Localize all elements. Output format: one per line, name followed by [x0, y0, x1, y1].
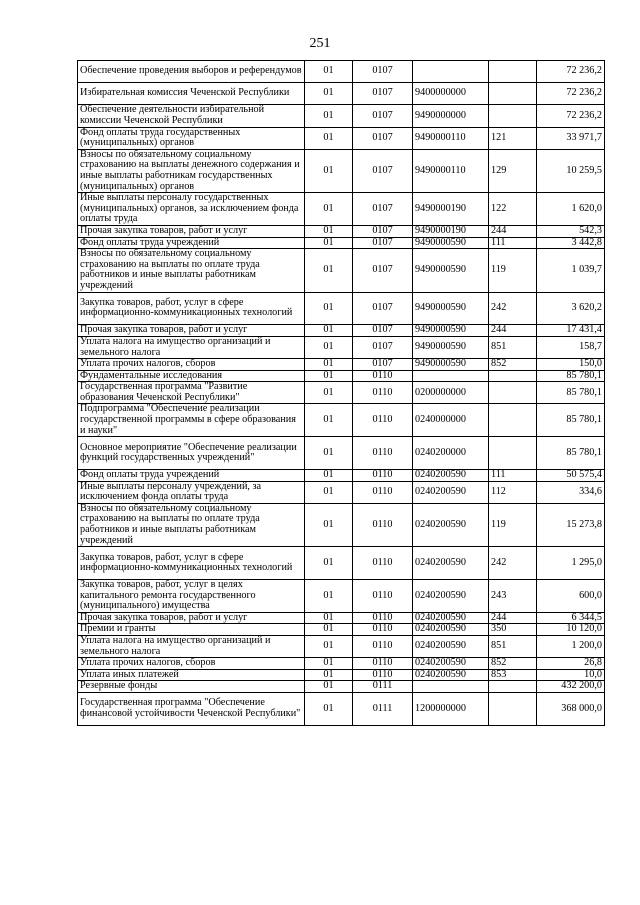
row-subsection-cell: 0111 [353, 681, 413, 693]
row-name-cell: Иные выплаты персоналу государственных (муниципальных) органов, за исключением фонда оплаты труда [78, 193, 305, 226]
row-expense-type-cell [489, 692, 537, 725]
row-expense-type-cell [489, 61, 537, 83]
row-name-cell: Фонд оплаты труда учреждений [78, 237, 305, 249]
row-target-article-cell: 9490000590 [413, 336, 489, 358]
row-amount-cell: 10 120,0 [537, 624, 605, 636]
row-amount-cell: 26,8 [537, 658, 605, 670]
row-subsection-cell: 0107 [353, 249, 413, 292]
row-expense-type-cell: 853 [489, 669, 537, 681]
row-section-cell: 01 [305, 127, 353, 149]
row-section-cell: 01 [305, 83, 353, 105]
row-subsection-cell: 0110 [353, 481, 413, 503]
row-target-article-cell: 0240200590 [413, 636, 489, 658]
table-row [78, 612, 605, 624]
row-amount-cell: 3 442,8 [537, 237, 605, 249]
table-row [78, 292, 605, 325]
row-subsection-cell: 0107 [353, 359, 413, 371]
row-amount-cell: 3 620,2 [537, 292, 605, 325]
row-target-article-cell: 9490000590 [413, 237, 489, 249]
row-name-cell: Основное мероприятие "Обеспечение реализации функций государственных учреждений" [78, 437, 305, 470]
row-section-cell: 01 [305, 681, 353, 693]
row-expense-type-cell [489, 437, 537, 470]
row-amount-cell: 33 971,7 [537, 127, 605, 149]
row-amount-cell: 85 780,1 [537, 370, 605, 382]
row-name-cell: Уплата налога на имущество организаций и земельного налога [78, 636, 305, 658]
table-row [78, 359, 605, 371]
row-subsection-cell: 0110 [353, 547, 413, 580]
row-expense-type-cell: 242 [489, 292, 537, 325]
row-expense-type-cell [489, 105, 537, 127]
row-name-cell: Обеспечение проведения выборов и референдумов [78, 61, 305, 83]
row-subsection-cell: 0107 [353, 193, 413, 226]
row-expense-type-cell: 111 [489, 237, 537, 249]
row-section-cell: 01 [305, 370, 353, 382]
row-expense-type-cell: 129 [489, 149, 537, 192]
row-expense-type-cell [489, 83, 537, 105]
row-target-article-cell: 0240200590 [413, 580, 489, 613]
row-subsection-cell: 0107 [353, 61, 413, 83]
table-row [78, 481, 605, 503]
row-section-cell: 01 [305, 669, 353, 681]
row-target-article-cell [413, 370, 489, 382]
row-name-cell: Государственная программа "Обеспечение финансовой устойчивости Чеченской Республики" [78, 692, 305, 725]
row-section-cell: 01 [305, 105, 353, 127]
row-subsection-cell: 0110 [353, 636, 413, 658]
row-amount-cell: 1 200,0 [537, 636, 605, 658]
row-name-cell: Резервные фонды [78, 681, 305, 693]
row-amount-cell: 158,7 [537, 336, 605, 358]
row-amount-cell: 85 780,1 [537, 404, 605, 437]
row-section-cell: 01 [305, 547, 353, 580]
row-name-cell: Взносы по обязательному социальному страхованию на выплаты по оплате труда работников и иные выплаты работникам учреждений [78, 249, 305, 292]
budget-table-body [78, 61, 605, 726]
row-target-article-cell: 9490000110 [413, 149, 489, 192]
row-target-article-cell: 0240200590 [413, 503, 489, 546]
row-subsection-cell: 0107 [353, 325, 413, 337]
row-target-article-cell [413, 61, 489, 83]
row-name-cell: Взносы по обязательному социальному страхованию на выплаты по оплате труда работников и иные выплаты работникам учреждений [78, 503, 305, 546]
row-target-article-cell: 1200000000 [413, 692, 489, 725]
row-amount-cell: 72 236,2 [537, 83, 605, 105]
table-row [78, 370, 605, 382]
row-amount-cell: 17 431,4 [537, 325, 605, 337]
row-section-cell: 01 [305, 193, 353, 226]
row-amount-cell: 72 236,2 [537, 105, 605, 127]
table-row [78, 547, 605, 580]
row-subsection-cell: 0110 [353, 382, 413, 404]
table-row [78, 237, 605, 249]
row-name-cell: Уплата прочих налогов, сборов [78, 359, 305, 371]
table-row [78, 658, 605, 670]
row-subsection-cell: 0107 [353, 127, 413, 149]
row-target-article-cell: 9490000190 [413, 193, 489, 226]
row-amount-cell: 368 000,0 [537, 692, 605, 725]
row-target-article-cell: 0240200590 [413, 481, 489, 503]
row-target-article-cell [413, 681, 489, 693]
table-row [78, 105, 605, 127]
row-amount-cell: 85 780,1 [537, 382, 605, 404]
row-expense-type-cell [489, 404, 537, 437]
row-target-article-cell: 0240000000 [413, 404, 489, 437]
row-section-cell: 01 [305, 624, 353, 636]
row-section-cell: 01 [305, 636, 353, 658]
row-name-cell: Взносы по обязательному социальному страхованию на выплаты денежного содержания и иные выплаты работникам государственных (муниципальных) органов [78, 149, 305, 192]
row-expense-type-cell: 852 [489, 658, 537, 670]
row-expense-type-cell: 851 [489, 636, 537, 658]
row-section-cell: 01 [305, 359, 353, 371]
row-subsection-cell: 0110 [353, 658, 413, 670]
table-row [78, 83, 605, 105]
row-expense-type-cell: 122 [489, 193, 537, 226]
row-name-cell: Прочая закупка товаров, работ и услуг [78, 325, 305, 337]
row-expense-type-cell: 242 [489, 547, 537, 580]
table-row [78, 636, 605, 658]
row-subsection-cell: 0110 [353, 669, 413, 681]
row-section-cell: 01 [305, 225, 353, 237]
row-section-cell: 01 [305, 658, 353, 670]
row-section-cell: 01 [305, 580, 353, 613]
table-row [78, 669, 605, 681]
table-row [78, 580, 605, 613]
table-row [78, 127, 605, 149]
row-subsection-cell: 0110 [353, 580, 413, 613]
table-row [78, 681, 605, 693]
row-target-article-cell: 9490000110 [413, 127, 489, 149]
row-target-article-cell: 0240200590 [413, 658, 489, 670]
row-target-article-cell: 9490000190 [413, 225, 489, 237]
row-name-cell: Государственная программа "Развитие образования Чеченской Республики" [78, 382, 305, 404]
row-subsection-cell: 0110 [353, 612, 413, 624]
row-subsection-cell: 0107 [353, 105, 413, 127]
row-subsection-cell: 0110 [353, 470, 413, 482]
row-name-cell: Обеспечение деятельности избирательной комиссии Чеченской Республики [78, 105, 305, 127]
row-section-cell: 01 [305, 237, 353, 249]
row-name-cell: Фонд оплаты труда учреждений [78, 470, 305, 482]
row-section-cell: 01 [305, 382, 353, 404]
table-row [78, 382, 605, 404]
row-amount-cell: 600,0 [537, 580, 605, 613]
row-section-cell: 01 [305, 503, 353, 546]
table-row [78, 624, 605, 636]
row-expense-type-cell: 111 [489, 470, 537, 482]
row-expense-type-cell: 119 [489, 503, 537, 546]
row-target-article-cell: 0200000000 [413, 382, 489, 404]
row-amount-cell: 50 575,4 [537, 470, 605, 482]
row-target-article-cell: 0240200590 [413, 547, 489, 580]
row-subsection-cell: 0107 [353, 83, 413, 105]
row-target-article-cell: 9490000590 [413, 359, 489, 371]
row-section-cell: 01 [305, 61, 353, 83]
budget-table [77, 60, 605, 726]
row-subsection-cell: 0110 [353, 624, 413, 636]
row-name-cell: Прочая закупка товаров, работ и услуг [78, 225, 305, 237]
row-subsection-cell: 0107 [353, 149, 413, 192]
table-row [78, 437, 605, 470]
row-name-cell: Фонд оплаты труда государственных (муниципальных) органов [78, 127, 305, 149]
row-expense-type-cell [489, 370, 537, 382]
table-row [78, 503, 605, 546]
row-name-cell: Премии и гранты [78, 624, 305, 636]
row-target-article-cell: 9400000000 [413, 83, 489, 105]
row-expense-type-cell: 350 [489, 624, 537, 636]
row-section-cell: 01 [305, 470, 353, 482]
row-section-cell: 01 [305, 336, 353, 358]
table-row [78, 149, 605, 192]
row-target-article-cell: 0240200590 [413, 669, 489, 681]
row-expense-type-cell: 852 [489, 359, 537, 371]
row-subsection-cell: 0111 [353, 692, 413, 725]
table-row [78, 225, 605, 237]
row-section-cell: 01 [305, 437, 353, 470]
row-expense-type-cell: 119 [489, 249, 537, 292]
row-section-cell: 01 [305, 149, 353, 192]
row-amount-cell: 1 039,7 [537, 249, 605, 292]
row-expense-type-cell: 121 [489, 127, 537, 149]
table-row [78, 692, 605, 725]
row-subsection-cell: 0107 [353, 292, 413, 325]
row-subsection-cell: 0110 [353, 404, 413, 437]
row-amount-cell: 542,3 [537, 225, 605, 237]
row-name-cell: Закупка товаров, работ, услуг в целях капитального ремонта государственного (муниципального) имущества [78, 580, 305, 613]
row-amount-cell: 10,0 [537, 669, 605, 681]
row-subsection-cell: 0107 [353, 225, 413, 237]
row-expense-type-cell: 851 [489, 336, 537, 358]
row-target-article-cell: 9490000590 [413, 292, 489, 325]
row-subsection-cell: 0110 [353, 503, 413, 546]
row-name-cell: Уплата прочих налогов, сборов [78, 658, 305, 670]
row-section-cell: 01 [305, 692, 353, 725]
row-amount-cell: 1 620,0 [537, 193, 605, 226]
row-amount-cell: 334,6 [537, 481, 605, 503]
table-row [78, 61, 605, 83]
row-expense-type-cell: 112 [489, 481, 537, 503]
row-name-cell: Прочая закупка товаров, работ и услуг [78, 612, 305, 624]
row-target-article-cell: 0240200590 [413, 470, 489, 482]
table-row [78, 470, 605, 482]
row-target-article-cell: 9490000590 [413, 249, 489, 292]
row-name-cell: Подпрограмма "Обеспечение реализации государственной программы в сфере образования и науки" [78, 404, 305, 437]
row-section-cell: 01 [305, 404, 353, 437]
row-section-cell: 01 [305, 481, 353, 503]
row-section-cell: 01 [305, 292, 353, 325]
row-section-cell: 01 [305, 249, 353, 292]
row-subsection-cell: 0107 [353, 336, 413, 358]
row-name-cell: Фундаментальные исследования [78, 370, 305, 382]
row-subsection-cell: 0110 [353, 370, 413, 382]
page-number: 251 [309, 36, 331, 51]
row-target-article-cell: 0240200590 [413, 624, 489, 636]
row-subsection-cell: 0107 [353, 237, 413, 249]
row-name-cell: Уплата иных платежей [78, 669, 305, 681]
table-row [78, 325, 605, 337]
row-expense-type-cell [489, 681, 537, 693]
row-amount-cell: 10 259,5 [537, 149, 605, 192]
row-amount-cell: 85 780,1 [537, 437, 605, 470]
row-section-cell: 01 [305, 612, 353, 624]
row-expense-type-cell: 244 [489, 325, 537, 337]
row-name-cell: Избирательная комиссия Чеченской Республики [78, 83, 305, 105]
row-amount-cell: 72 236,2 [537, 61, 605, 83]
table-row [78, 336, 605, 358]
row-expense-type-cell [489, 382, 537, 404]
row-target-article-cell: 9490000590 [413, 325, 489, 337]
row-amount-cell: 6 344,5 [537, 612, 605, 624]
table-row [78, 404, 605, 437]
row-amount-cell: 150,0 [537, 359, 605, 371]
row-expense-type-cell: 244 [489, 612, 537, 624]
row-expense-type-cell: 244 [489, 225, 537, 237]
row-target-article-cell: 9490000000 [413, 105, 489, 127]
row-name-cell: Закупка товаров, работ, услуг в сфере информационно-коммуникационных технологий [78, 292, 305, 325]
row-amount-cell: 432 200,0 [537, 681, 605, 693]
row-section-cell: 01 [305, 325, 353, 337]
table-row [78, 193, 605, 226]
table-row [78, 249, 605, 292]
row-name-cell: Закупка товаров, работ, услуг в сфере информационно-коммуникационных технологий [78, 547, 305, 580]
row-name-cell: Иные выплаты персоналу учреждений, за исключением фонда оплаты труда [78, 481, 305, 503]
row-expense-type-cell: 243 [489, 580, 537, 613]
row-name-cell: Уплата налога на имущество организаций и земельного налога [78, 336, 305, 358]
row-subsection-cell: 0110 [353, 437, 413, 470]
row-amount-cell: 1 295,0 [537, 547, 605, 580]
row-target-article-cell: 0240200000 [413, 437, 489, 470]
row-target-article-cell: 0240200590 [413, 612, 489, 624]
row-amount-cell: 15 273,8 [537, 503, 605, 546]
